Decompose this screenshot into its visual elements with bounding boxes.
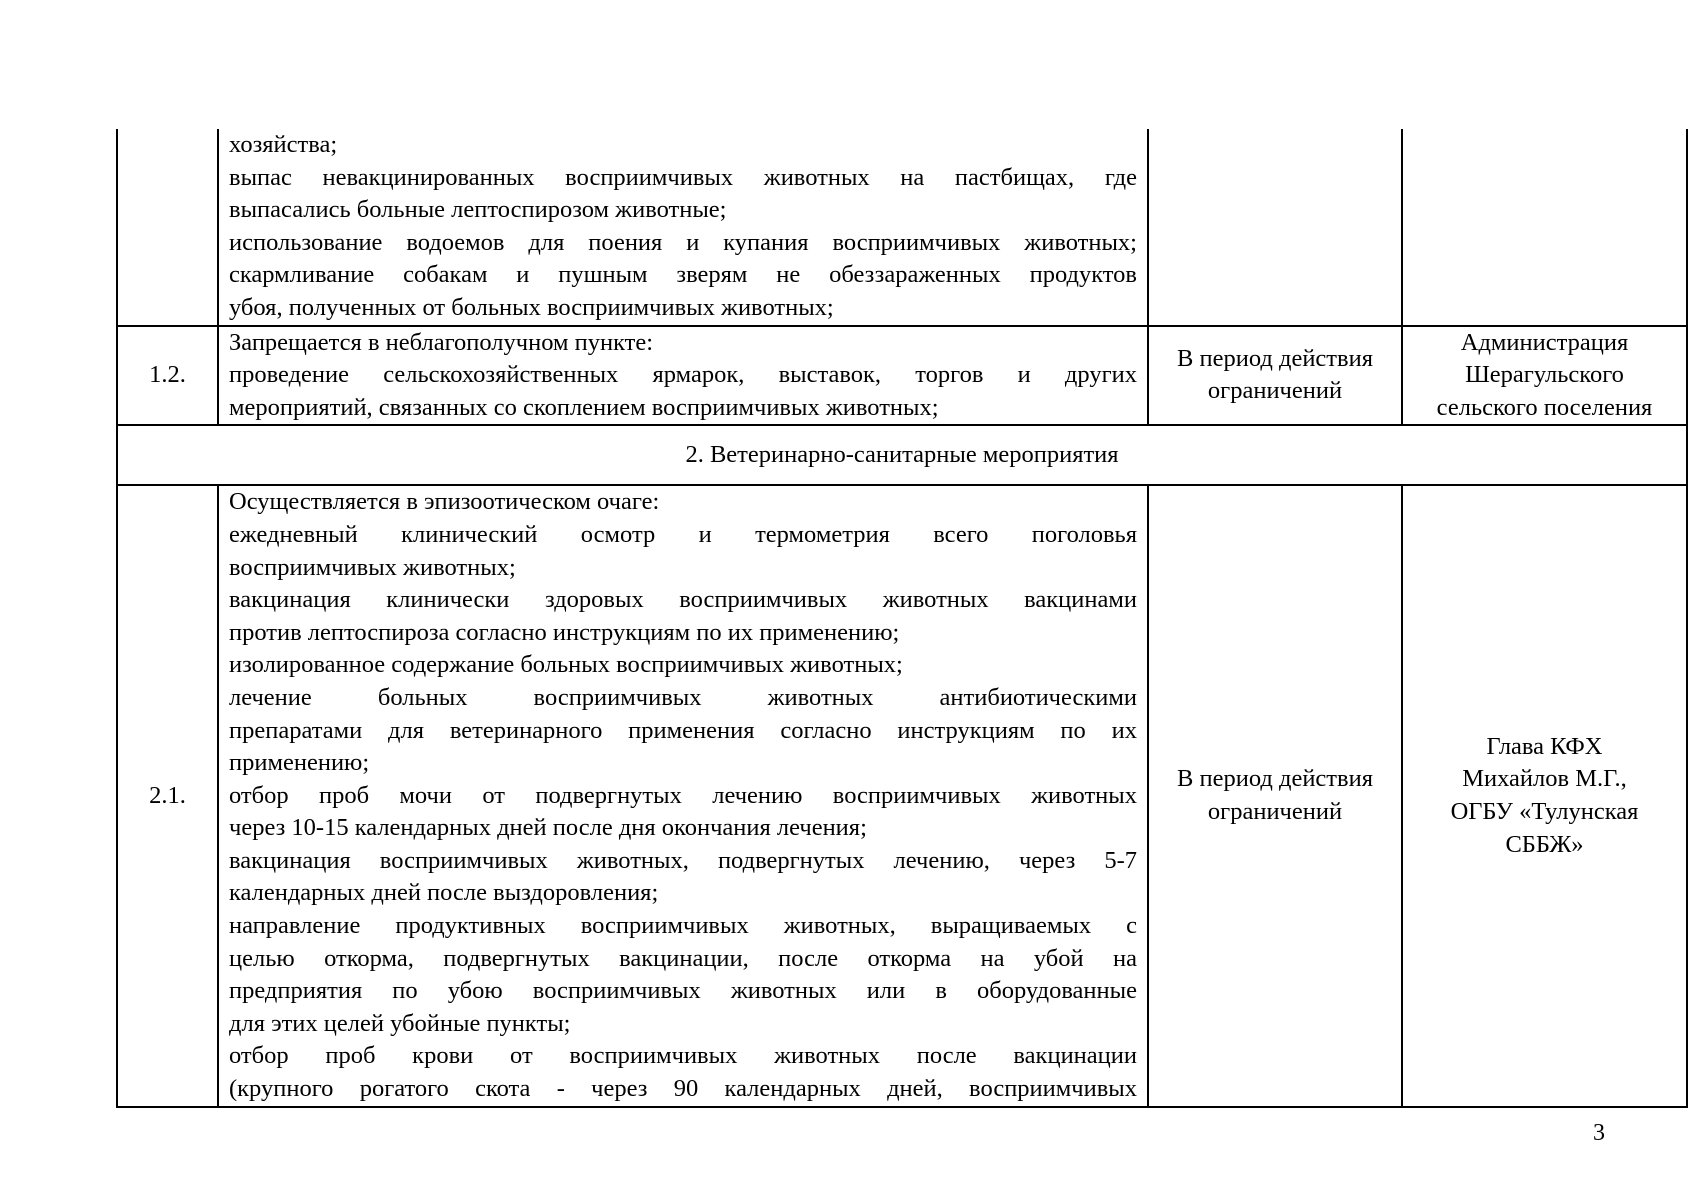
measure-line: хозяйства; xyxy=(229,131,338,158)
measure-line: проведение сельскохозяйственных ярмарок, выставок, торгов и других xyxy=(229,361,1137,389)
section-title: 2. Ветеринарно-санитарные мероприятия xyxy=(117,425,1687,485)
period-cell xyxy=(1148,129,1402,326)
measure-line: через 10-15 календарных дней после дня окончания лечения; xyxy=(229,814,867,842)
period-line: ограничений xyxy=(1207,797,1343,825)
measure-line: изолированное содержание больных восприимчивых животных; xyxy=(229,651,903,679)
section-row xyxy=(117,425,1687,485)
table-row xyxy=(117,326,1687,426)
row-number-cell: 1.2. xyxy=(117,326,218,426)
page-number: 3 xyxy=(1593,1120,1605,1146)
measure-line: использование водоемов для поения и купания восприимчивых животных; xyxy=(229,228,1137,256)
measure-line: выпас невакцинированных восприимчивых животных на пастбищах, где xyxy=(229,163,1137,191)
measure-line: лечение больных восприимчивых животных антибиотическими xyxy=(229,683,1137,711)
measure-line: выпасались больные лептоспирозом животные; xyxy=(229,196,727,224)
measure-line: вакцинация восприимчивых животных, подвергнутых лечению, через 5-7 xyxy=(229,846,1137,874)
measure-line: предприятия по убою восприимчивых животных или в оборудованные xyxy=(229,977,1137,1005)
measure-cell xyxy=(218,326,1148,426)
measure-line: Запрещается в неблагополучном пункте: xyxy=(229,328,654,356)
period-cell xyxy=(1148,326,1402,426)
table-row xyxy=(117,485,1687,1106)
period-line: ограничений xyxy=(1207,377,1343,405)
measure-line: скармливание собакам и пушным зверям не обеззараженных продуктов xyxy=(229,261,1137,289)
period-line: В период действия xyxy=(1177,765,1373,793)
measure-line: календарных дней после выздоровления; xyxy=(229,879,659,907)
row-number-cell: 2.1. xyxy=(117,485,218,1106)
measure-cell xyxy=(218,485,1148,1106)
table-row xyxy=(117,129,1687,326)
measure-line: мероприятий, связанных со скоплением восприимчивых животных; xyxy=(229,393,939,421)
measure-line: направление продуктивных восприимчивых животных, выращиваемых с xyxy=(229,912,1137,940)
responsible-cell xyxy=(1402,485,1687,1106)
measure-line: препаратами для ветеринарного применения согласно инструкциям по их xyxy=(229,716,1137,744)
measure-line: вакцинация клинически здоровых восприимчивых животных вакцинами xyxy=(229,586,1137,614)
responsible-cell xyxy=(1402,129,1687,326)
measure-line: применению; xyxy=(229,749,370,777)
responsible-line: Администрация xyxy=(1460,328,1629,356)
measure-line: восприимчивых животных; xyxy=(229,553,516,581)
measure-line: для этих целей убойные пункты; xyxy=(229,1009,571,1037)
responsible-line: Шерагульского xyxy=(1465,361,1624,389)
measure-line: (крупного рогатого скота - через 90 календарных дней, восприимчивых xyxy=(229,1075,1137,1103)
measure-line: ежедневный клинический осмотр и термометрия всего поголовья xyxy=(229,520,1137,548)
responsible-line: ОГБУ «Тулунская xyxy=(1450,797,1639,825)
measure-line: отбор проб крови от восприимчивых животных после вакцинации xyxy=(229,1042,1137,1070)
measure-cell xyxy=(218,129,1148,326)
responsible-line: Михайлов М.Г., xyxy=(1462,765,1627,793)
measure-line: убоя, полученных от больных восприимчивых животных; xyxy=(229,293,834,321)
measure-line: целью откорма, подвергнутых вакцинации, после откорма на убой на xyxy=(229,944,1137,972)
responsible-cell xyxy=(1402,326,1687,426)
measure-line: отбор проб мочи от подвергнутых лечению восприимчивых животных xyxy=(229,781,1137,809)
row-number-cell xyxy=(117,129,218,326)
responsible-line: СББЖ» xyxy=(1505,830,1584,858)
period-line: В период действия xyxy=(1177,344,1373,372)
measure-line: Осуществляется в эпизоотическом очаге: xyxy=(229,488,660,516)
period-cell xyxy=(1148,485,1402,1106)
responsible-line: Глава КФХ xyxy=(1486,732,1603,760)
measure-line: против лептоспироза согласно инструкциям по их применению; xyxy=(229,618,900,646)
responsible-line: сельского поселения xyxy=(1436,393,1653,421)
measures-table xyxy=(116,129,1688,1108)
